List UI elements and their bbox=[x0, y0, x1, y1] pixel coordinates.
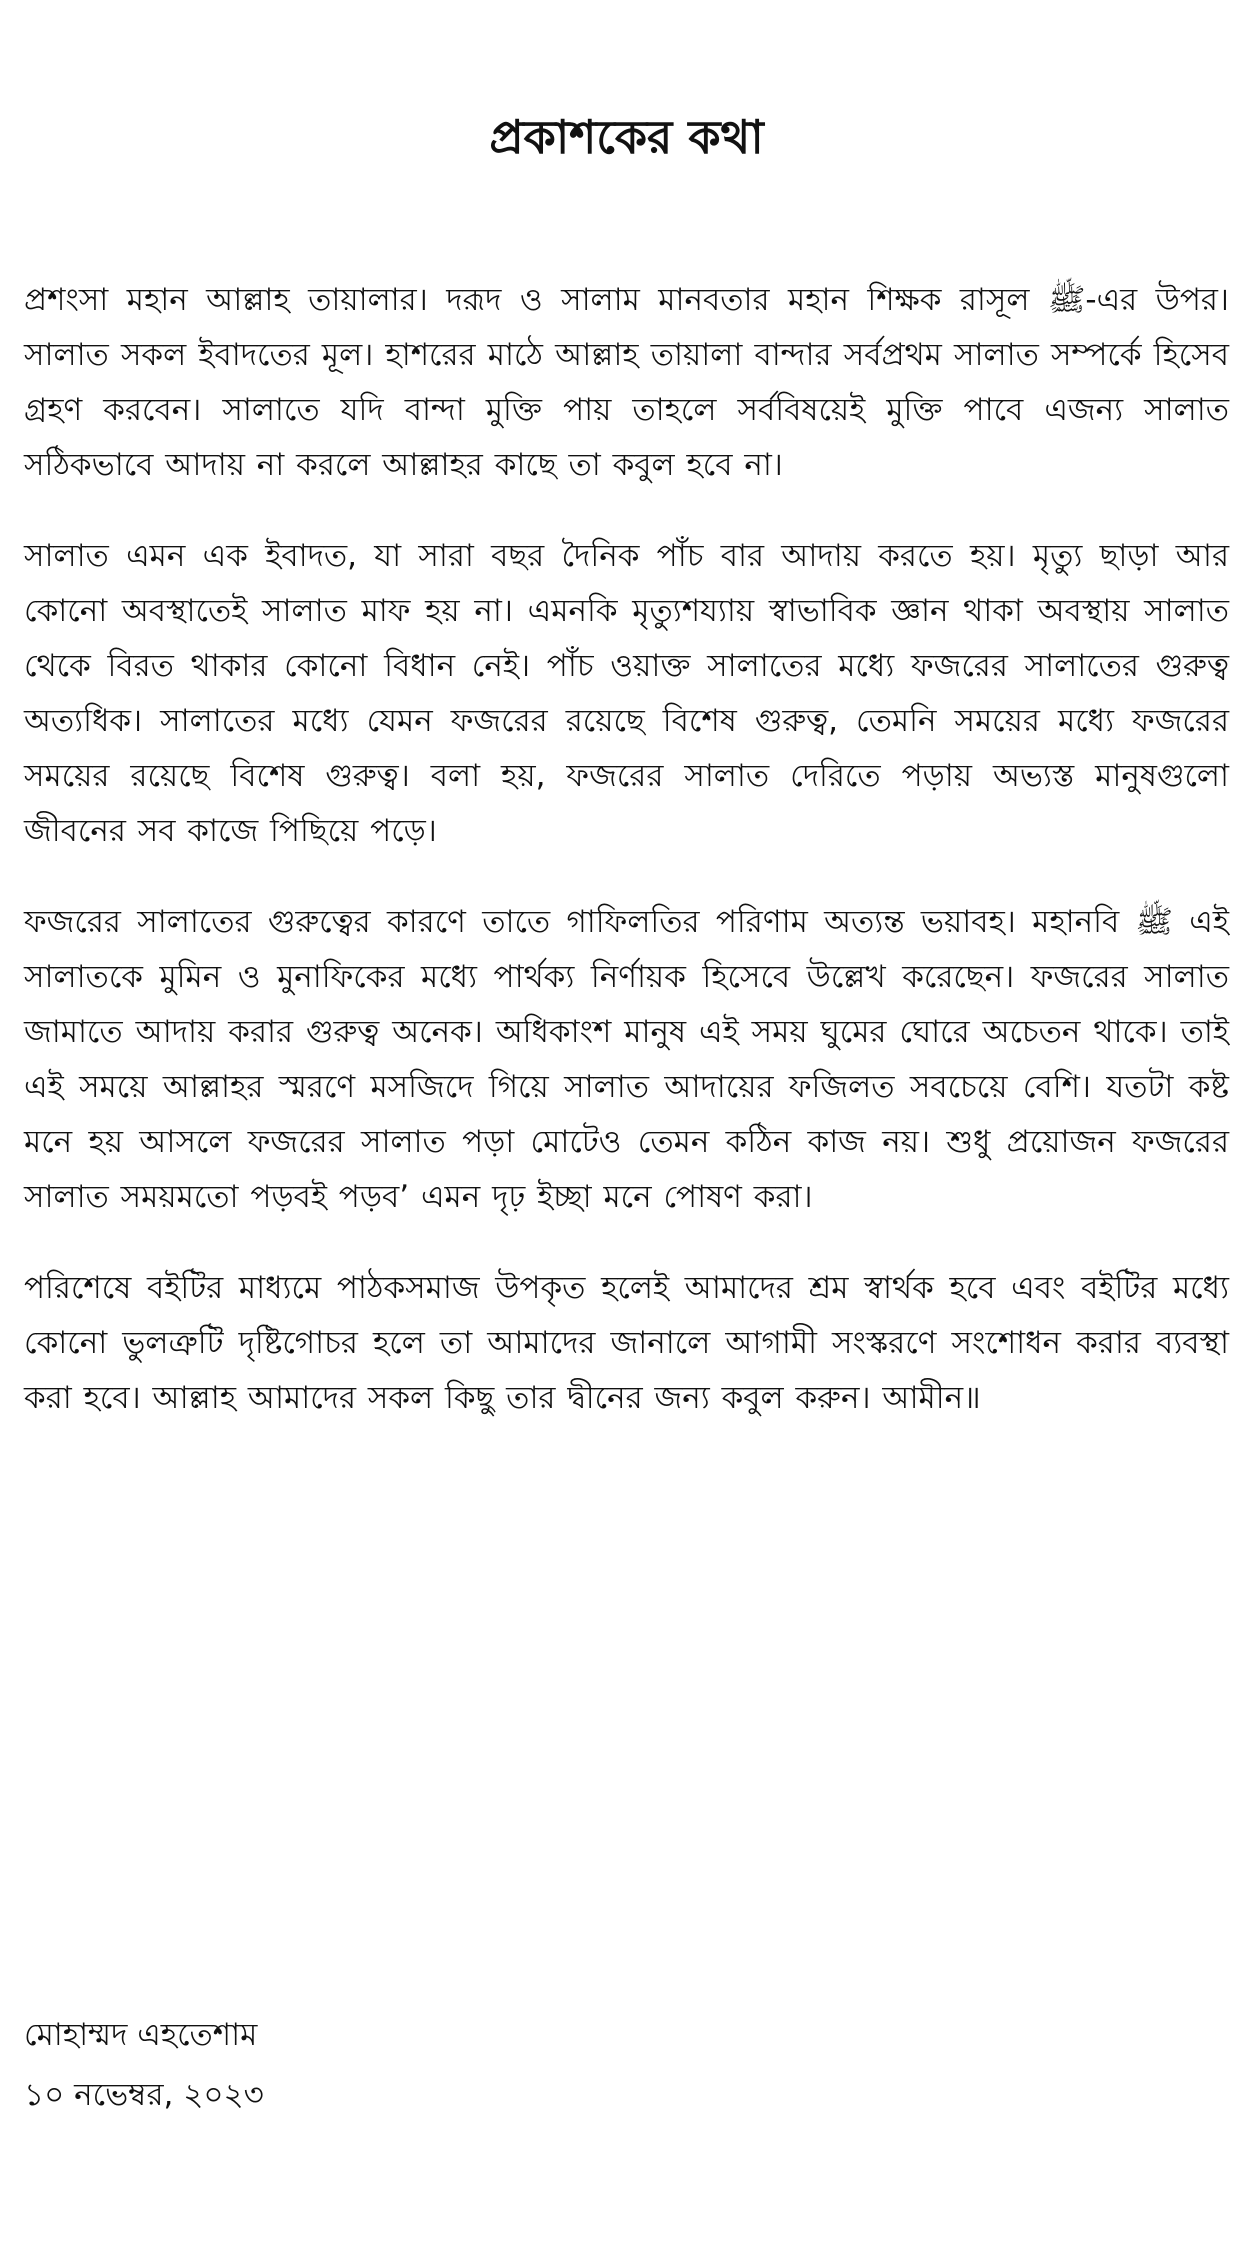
signature-block bbox=[24, 2005, 264, 2125]
preface-body bbox=[24, 273, 1229, 1426]
paragraph-3: ফজরের সালাতের গুরুত্বের কারণে তাতে গাফিলতির পরিণাম অত্যন্ত ভয়াবহ। মহানবি ﷺ এই সালাতকে মুমিন ও মুনাফিকের মধ্যে পার্থক্য নির্ণায়ক হিসেবে উল্লেখ করেছেন। ফজরের সালাত জামাতে আদায় করার গুরুত্ব অনেক। অধিকাংশ মানুষ এই সময় ঘুমের ঘোরে অচেতন থাকে। তাই এই সময়ে আল্লাহর স্মরণে মসজিদে গিয়ে সালাত আদায়ের ফজিলত সবচেয়ে বেশি। যতটা কষ্ট মনে হয় আসলে ফজরের সালাত পড়া মোটেও তেমন কঠিন কাজ নয়। শুধু প্রয়োজন ফজরের সালাত সময়মতো পড়বই পড়ব’ এমন দৃঢ় ইচ্ছা মনে পোষণ করা। bbox=[24, 904, 1230, 1216]
page-title: প্রকাশকের কথা bbox=[489, 110, 764, 164]
preface-page bbox=[24, 0, 1229, 1462]
author-name: মোহাম্মদ এহতেশাম bbox=[24, 2017, 258, 2053]
paragraph-1: প্রশংসা মহান আল্লাহ তায়ালার। দরূদ ও সালাম মানবতার মহান শিক্ষক রাসূল ﷺ-এর উপর। সালাত সকল ইবাদতের মূল। হাশরের মাঠে আল্লাহ তায়ালা বান্দার সর্বপ্রথম সালাত সম্পর্কে হিসেব গ্রহণ করবেন। সালাতে যদি বান্দা মুক্তি পায় তাহলে সর্ববিষয়েই মুক্তি পাবে এজন্য সালাত সঠিকভাবে আদায় না করলে আল্লাহর কাছে তা কবুল হবে না। bbox=[24, 282, 1229, 484]
paragraph-2: সালাত এমন এক ইবাদত, যা সারা বছর দৈনিক পাঁচ বার আদায় করতে হয়। মৃত্যু ছাড়া আর কোনো অবস্থাতেই সালাত মাফ হয় না। এমনকি মৃত্যুশয্যায় স্বাভাবিক জ্ঞান থাকা অবস্থায় সালাত থেকে বিরত থাকার কোনো বিধান নেই। পাঁচ ওয়াক্ত সালাতের মধ্যে ফজরের সালাতের গুরুত্ব অত্যধিক। সালাতের মধ্যে যেমন ফজরের রয়েছে বিশেষ গুরুত্ব, তেমনি সময়ের মধ্যে ফজরের সময়ের রয়েছে বিশেষ গুরুত্ব। বলা হয়, ফজরের সালাত দেরিতে পড়ায় অভ্যস্ত মানুষগুলো জীবনের সব কাজে পিছিয়ে পড়ে। bbox=[24, 538, 1229, 850]
paragraph-4: পরিশেষে বইটির মাধ্যমে পাঠকসমাজ উপকৃত হলেই আমাদের শ্রম স্বার্থক হবে এবং বইটির মধ্যে কোনো ভুলত্রুটি দৃষ্টিগোচর হলে তা আমাদের জানালে আগামী সংস্করণে সংশোধন করার ব্যবস্থা করা হবে। আল্লাহ আমাদের সকল কিছু তার দ্বীনের জন্য কবুল করুন। আমীন॥ bbox=[24, 1270, 1229, 1417]
publish-date: ১০ নভেম্বর, ২০২৩ bbox=[24, 2077, 264, 2113]
